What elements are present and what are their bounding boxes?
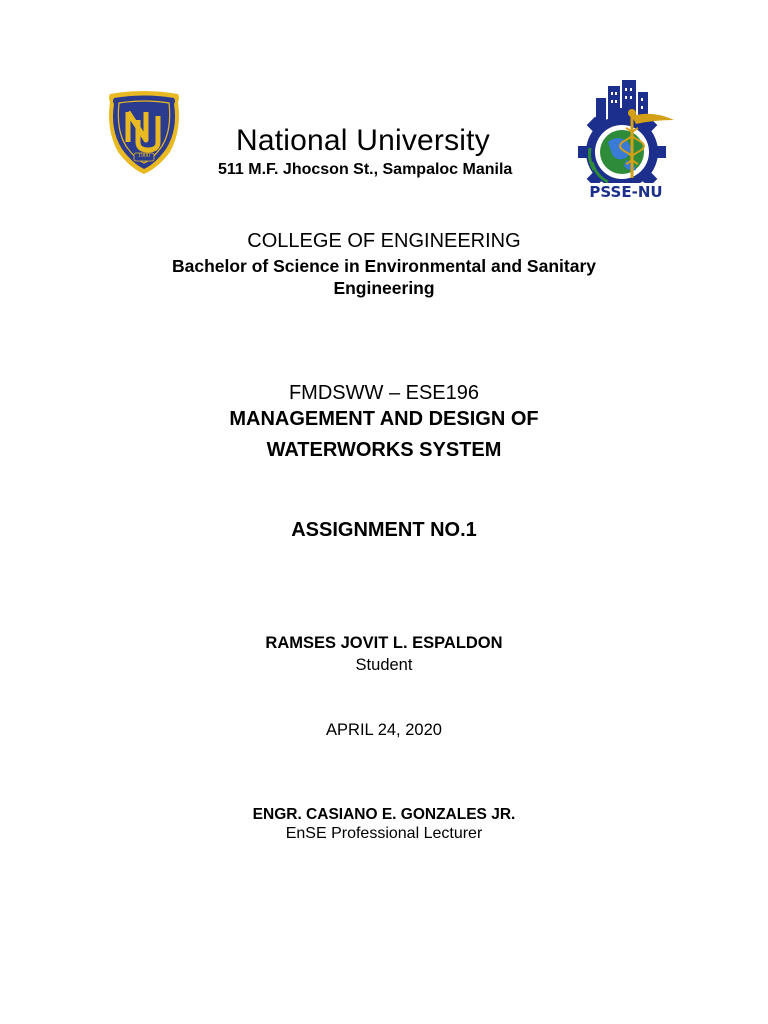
student-name: RAMSES JOVIT L. ESPALDON: [265, 634, 503, 652]
university-address: 511 M.F. Jhocson St., Sampaloc Manila: [218, 161, 513, 178]
submission-date: APRIL 24, 2020: [326, 721, 442, 739]
lecturer-role: EnSE Professional Lecturer: [285, 825, 483, 842]
lecturer-name: ENGR. CASIANO E. GONZALES JR.: [252, 806, 516, 823]
psse-logo-label: PSSE-NU: [584, 183, 668, 201]
university-name: National University: [236, 124, 490, 157]
college-name: COLLEGE OF ENGINEERING: [247, 230, 521, 252]
student-role: Student: [355, 656, 413, 674]
assignment-title: ASSIGNMENT NO.1: [291, 519, 477, 541]
psse-nu-logo: [574, 80, 678, 204]
course-title: MANAGEMENT AND DESIGN OF WATERWORKS SYSTEM: [229, 408, 539, 461]
nu-shield-logo: [104, 90, 184, 176]
course-code: FMDSWW – ESE196: [288, 382, 480, 404]
nu-logo-year: 1900: [138, 153, 150, 159]
program-name: Bachelor of Science in Environmental and Sanitary Engineering: [171, 256, 596, 298]
